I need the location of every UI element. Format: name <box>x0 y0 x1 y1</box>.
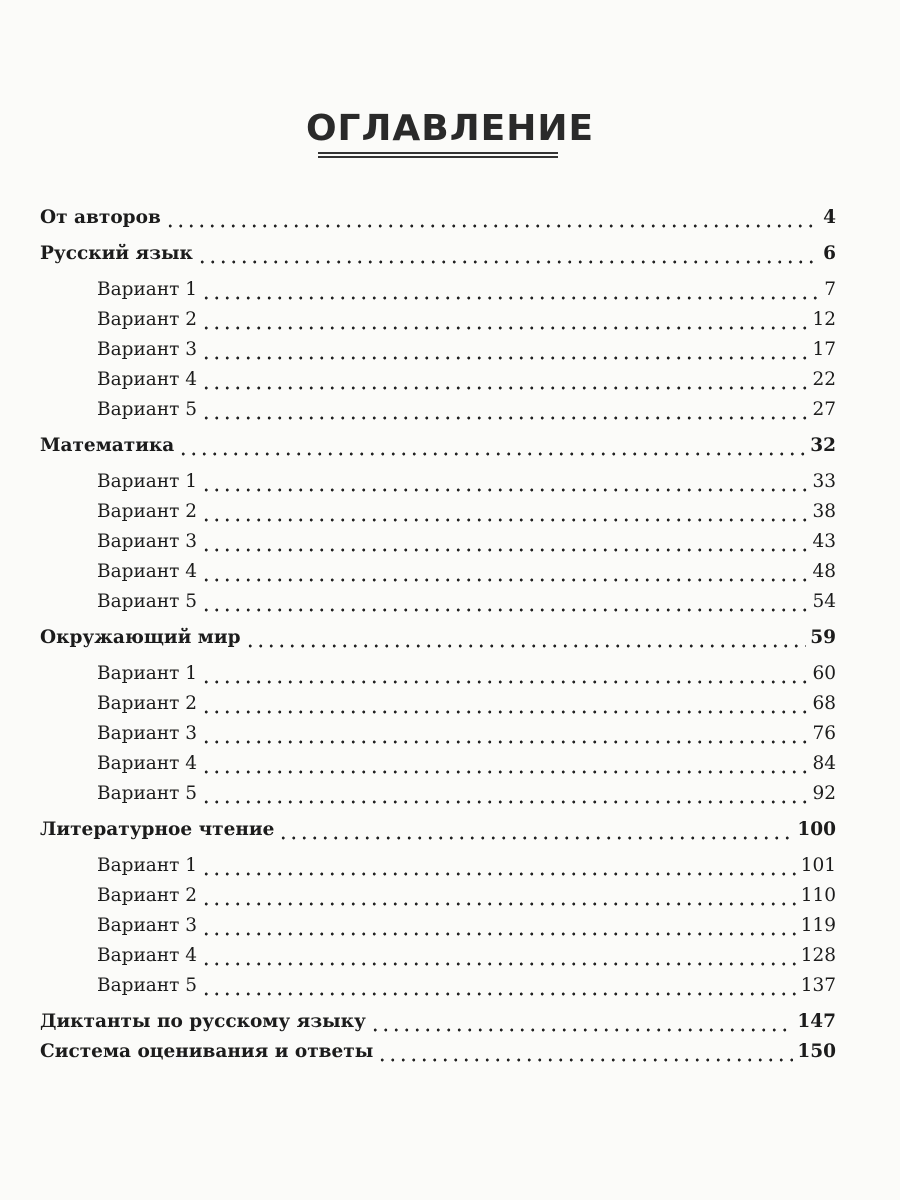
entry-label: Вариант 5 <box>97 591 198 612</box>
toc-variant-entry <box>40 335 836 365</box>
entry-label: Вариант 5 <box>97 399 198 420</box>
entry-page-number: 43 <box>812 531 836 552</box>
dot-leader <box>178 431 806 461</box>
toc-variant-entry <box>40 305 836 335</box>
entry-page-number: 27 <box>812 399 836 420</box>
entry-label: Русский язык <box>40 243 193 264</box>
entry-page-number: 147 <box>797 1011 836 1032</box>
dot-leader <box>201 689 808 719</box>
entry-label: Система оценивания и ответы <box>40 1041 374 1062</box>
entry-page-number: 17 <box>812 339 836 360</box>
entry-page-number: 32 <box>810 435 836 456</box>
entry-label: Вариант 1 <box>97 663 198 684</box>
toc-variant-entry <box>40 365 836 395</box>
page-title: ОГЛАВЛЕНИЕ <box>305 108 595 149</box>
toc-section-entry <box>40 815 836 845</box>
entry-page-number: 110 <box>800 885 836 906</box>
entry-label: Математика <box>40 435 175 456</box>
toc-variant-entry <box>40 749 836 779</box>
toc-section-entry <box>40 431 836 461</box>
toc-variant-entry <box>40 941 836 971</box>
entry-page-number: 150 <box>797 1041 836 1062</box>
entry-label: Литературное чтение <box>40 819 275 840</box>
entry-label: Диктанты по русскому языку <box>40 1011 366 1032</box>
toc-section-entry <box>40 1037 836 1067</box>
entry-page-number: 137 <box>800 975 836 996</box>
toc-variant-entry <box>40 719 836 749</box>
toc-variant-entry <box>40 911 836 941</box>
entry-page-number: 48 <box>812 561 836 582</box>
entry-label: Вариант 3 <box>97 531 198 552</box>
entry-label: Вариант 4 <box>97 753 198 774</box>
entry-label: От авторов <box>40 207 161 228</box>
entry-page-number: 60 <box>812 663 836 684</box>
entry-page-number: 59 <box>810 627 836 648</box>
dot-leader <box>201 881 797 911</box>
dot-leader <box>197 239 819 269</box>
dot-leader <box>201 365 808 395</box>
entry-page-number: 68 <box>812 693 836 714</box>
dot-leader <box>201 719 808 749</box>
dot-leader <box>201 971 797 1001</box>
toc-variant-entry <box>40 395 836 425</box>
dot-leader <box>201 779 808 809</box>
entry-label: Вариант 4 <box>97 945 198 966</box>
toc-section-entry <box>40 203 836 233</box>
entry-page-number: 76 <box>812 723 836 744</box>
toc-variant-entry <box>40 779 836 809</box>
toc-variant-entry <box>40 689 836 719</box>
dot-leader <box>201 659 808 689</box>
toc-variant-entry <box>40 881 836 911</box>
dot-leader <box>201 557 808 587</box>
toc-variant-entry <box>40 851 836 881</box>
entry-page-number: 84 <box>812 753 836 774</box>
toc-section-entry <box>40 1007 836 1037</box>
entry-page-number: 6 <box>823 243 836 264</box>
dot-leader <box>377 1037 793 1067</box>
table-of-contents <box>40 203 836 1067</box>
entry-label: Вариант 1 <box>97 855 198 876</box>
entry-page-number: 7 <box>824 279 836 300</box>
entry-page-number: 128 <box>800 945 836 966</box>
entry-label: Вариант 4 <box>97 369 198 390</box>
toc-variant-entry <box>40 557 836 587</box>
entry-page-number: 22 <box>812 369 836 390</box>
entry-page-number: 92 <box>812 783 836 804</box>
entry-label: Вариант 2 <box>97 885 198 906</box>
entry-page-number: 38 <box>812 501 836 522</box>
dot-leader <box>201 587 808 617</box>
entry-label: Вариант 2 <box>97 501 198 522</box>
toc-variant-entry <box>40 971 836 1001</box>
entry-page-number: 33 <box>812 471 836 492</box>
entry-label: Окружающий мир <box>40 627 241 648</box>
toc-variant-entry <box>40 275 836 305</box>
dot-leader <box>201 305 808 335</box>
toc-variant-entry <box>40 587 836 617</box>
entry-label: Вариант 4 <box>97 561 198 582</box>
dot-leader <box>201 497 808 527</box>
entry-label: Вариант 3 <box>97 723 198 744</box>
entry-label: Вариант 5 <box>97 975 198 996</box>
entry-label: Вариант 1 <box>97 471 198 492</box>
entry-page-number: 12 <box>812 309 836 330</box>
dot-leader <box>245 623 807 653</box>
toc-variant-entry <box>40 467 836 497</box>
dot-leader <box>201 851 797 881</box>
entry-page-number: 119 <box>800 915 836 936</box>
entry-label: Вариант 3 <box>97 339 198 360</box>
dot-leader <box>201 911 797 941</box>
entry-label: Вариант 1 <box>97 279 198 300</box>
entry-page-number: 101 <box>800 855 836 876</box>
toc-variant-entry <box>40 497 836 527</box>
dot-leader <box>201 749 808 779</box>
entry-label: Вариант 2 <box>97 309 198 330</box>
dot-leader <box>201 527 808 557</box>
entry-label: Вариант 3 <box>97 915 198 936</box>
dot-leader <box>201 395 808 425</box>
entry-label: Вариант 2 <box>97 693 198 714</box>
dot-leader <box>201 275 820 305</box>
dot-leader <box>201 941 797 971</box>
entry-page-number: 54 <box>812 591 836 612</box>
dot-leader <box>370 1007 794 1037</box>
entry-label: Вариант 5 <box>97 783 198 804</box>
toc-variant-entry <box>40 659 836 689</box>
toc-section-entry <box>40 623 836 653</box>
dot-leader <box>165 203 819 233</box>
entry-page-number: 100 <box>797 819 836 840</box>
dot-leader <box>201 335 808 365</box>
toc-section-entry <box>40 239 836 269</box>
dot-leader <box>201 467 808 497</box>
title-underline <box>318 152 558 154</box>
toc-variant-entry <box>40 527 836 557</box>
dot-leader <box>278 815 793 845</box>
entry-page-number: 4 <box>823 207 836 228</box>
